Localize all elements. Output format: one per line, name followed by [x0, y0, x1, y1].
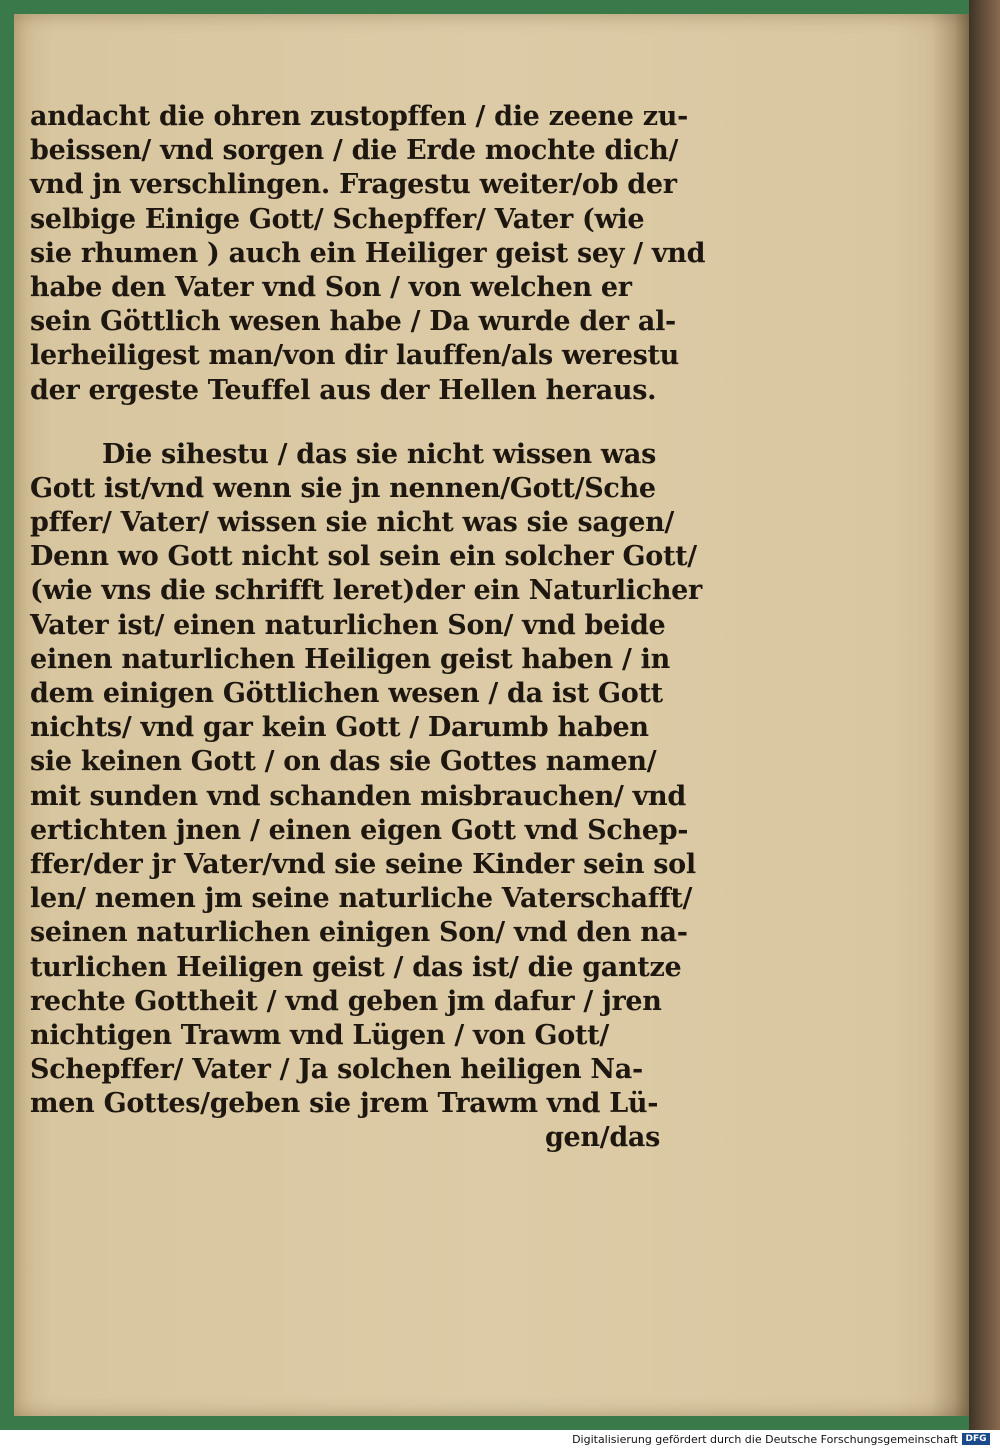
- text-line: ertichten jnen / einen eigen Gott vnd Schep-: [30, 814, 689, 846]
- text-line: andacht die ohren zustopffen / die zeene zu-: [30, 101, 689, 132]
- text-line: mit sunden vnd schanden misbrauchen/ vnd: [30, 780, 686, 812]
- text-line: vnd jn verschlingen. Fragestu weiter/ob der: [30, 169, 677, 201]
- paragraph-2: [30, 438, 702, 1122]
- text-line: einen naturlichen Heiligen geist haben / in: [30, 643, 670, 675]
- text-line: Gott ist/vnd wenn sie jn nennen/Gott/Sche: [30, 472, 656, 504]
- text-line: turlichen Heiligen geist / das ist/ die gantze: [30, 951, 682, 983]
- paragraph-gap: [30, 408, 670, 438]
- text-line: len/ nemen jm seine naturliche Vaterschafft/: [30, 883, 693, 915]
- paragraph-1: [30, 100, 706, 408]
- text-line: Denn wo Gott nicht sol sein ein solcher Gott/: [30, 541, 697, 573]
- text-line: rechte Gottheit / vnd geben jm dafur / jren: [30, 985, 662, 1017]
- text-line: (wie vns die schrifft leret)der ein Naturlicher: [30, 575, 702, 607]
- funding-credit: Digitalisierung gefördert durch die Deutsche Forschungsgemeinschaft: [572, 1433, 958, 1446]
- dfg-logo: DFG: [962, 1433, 990, 1445]
- text-line: seinen naturlichen einigen Son/ vnd den na-: [30, 917, 688, 949]
- text-line: ffer/der jr Vater/vnd sie seine Kinder sein sol: [30, 848, 696, 880]
- text-line: der ergeste Teuffel aus der Hellen heraus.: [30, 374, 657, 406]
- text-line: lerheiligest man/von dir lauffen/als werestu: [30, 340, 679, 372]
- text-line: dem einigen Göttlichen wesen / da ist Gott: [30, 678, 663, 709]
- text-line: Schepffer/ Vater / Ja solchen heiligen Na-: [30, 1054, 643, 1086]
- text-line: pffer/ Vater/ wissen sie nicht was sie sagen/: [30, 507, 674, 539]
- text-line: selbige Einige Gott/ Schepffer/ Vater (wie: [30, 203, 645, 235]
- text-line: habe den Vater vnd Son / von welchen er: [30, 271, 632, 303]
- text-line: sie rhumen ) auch ein Heiliger geist sey / vnd: [30, 237, 706, 269]
- text-line: sein Göttlich wesen habe / Da wurde der al-: [30, 306, 676, 338]
- text-line: nichts/ vnd gar kein Gott / Darumb haben: [30, 712, 649, 744]
- text-line: nichtigen Trawm vnd Lügen / von Gott/: [30, 1019, 609, 1051]
- book-edge: [969, 0, 1000, 1430]
- text-line: beissen/ vnd sorgen / die Erde mochte dich/: [30, 135, 679, 167]
- footer-bar: [0, 1430, 1000, 1449]
- page-text: [30, 100, 706, 1156]
- catchword: gen/das: [544, 1122, 660, 1154]
- page-fold-shadow: [931, 14, 969, 1416]
- text-line: sie keinen Gott / on das sie Gottes namen/: [30, 746, 657, 778]
- text-line: men Gottes/geben sie jrem Trawm vnd Lü-: [30, 1088, 659, 1120]
- text-line: Vater ist/ einen naturlichen Son/ vnd beide: [30, 609, 666, 641]
- text-line-first: Die sihestu / das sie nicht wissen was: [102, 438, 656, 470]
